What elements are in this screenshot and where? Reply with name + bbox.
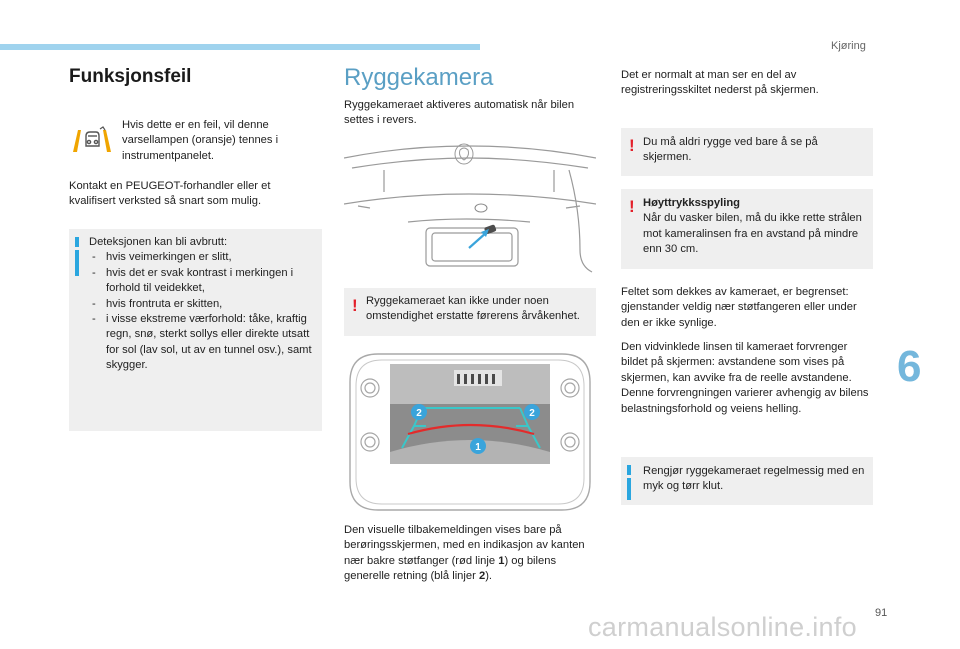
touchscreen-illustration [344,348,596,516]
header-accent-bar [0,44,480,50]
right-info-box [621,457,873,505]
caption-text: ) og bilens generelle retning (blå linjer [344,554,557,583]
watermark: carmanualsonline.info [588,612,857,642]
info-intro: Deteksjonen kan bli avbrutt: [89,236,228,248]
funksjonsfeil-contact-text: Kontakt en PEUGEOT-forhandler eller et kvalifisert verksted så snart som mulig. [69,180,271,208]
list-item: - hvis frontruta er skitten, [89,297,317,312]
caption-text: ). [485,570,493,583]
right-warning-text-1: Du må aldri rygge ved bare å se på skjermen. [643,136,818,164]
list-item: - i visse ekstreme værforhold: tåke, kraftig regn, snø, sterkt sollys eller direkte utsatt for sol (lav sol, ut av en tunnel osv.), samt skygger. [89,312,317,374]
caption-text: Den visuelle tilbakemeldingen vises bare på berøringsskjermen, med en indikasjon av kanten nær bakre støtfanger (rød linje [344,524,585,567]
right-warning-text-2: Når du vasker bilen, må du ikke rette strålen mot kameralinsen fra en avstand på mindre enn 30 cm. [643,212,862,256]
right-warning-box-2 [621,189,873,269]
car-rear-illustration [344,140,596,278]
right-para-3: Den vidvinklede linsen til kameraet forvrenger bildet på skjermen: avstandene som vises på skjermen, kan avvike fra de reelle avstandene. Denne forvrengningen varierer avhengig av bilens belastningsforhold og veiens helling. [621,341,869,415]
section-label: Kjøring [831,40,866,52]
right-warning-box-1 [621,128,873,176]
caption-ref-blue: 2 [478,570,486,583]
chapter-number: 6 [897,342,922,391]
info-list [89,250,317,373]
info-icon [627,478,631,500]
warning-icon: ! [352,296,358,315]
ryggekamera-intro: Ryggekameraet aktiveres automatisk når bilen settes i revers. [344,99,575,127]
info-icon-dot [75,237,79,247]
ryggekamera-warning-box [344,288,596,336]
funksjonsfeil-warning-text: Hvis dette er en feil, vil denne varsellampen (oransje) tennes i instrumentpanelet. [122,119,279,162]
page-number: 91 [875,607,888,619]
lane-warning-icon [70,124,114,154]
info-icon [75,250,79,276]
callout-label: 2 [529,408,535,419]
funksjonsfeil-title: Funksjonsfeil [69,66,192,87]
warning-icon: ! [629,136,635,155]
caption-ref-red: 1 [498,554,505,567]
right-para-1: Det er normalt at man ser en del av registreringsskiltet nederst på skjermen. [621,69,819,97]
ryggekamera-warning-text: Ryggekameraet kan ikke under noen omstendighet erstatte førerens årvåkenhet. [366,295,580,323]
callout-label: 1 [475,442,481,453]
right-info-text: Rengjør ryggekameraet regelmessig med en myk og tørr klut. [643,465,865,493]
ryggekamera-caption [344,523,599,585]
info-icon-dot [627,465,631,475]
list-item: - hvis det er svak kontrast i merkingen i forhold til veidekket, [89,266,317,297]
right-para-2: Feltet som dekkes av kameraet, er begrenset: gjenstander veldig nær støtfangeren eller under den er ikke synlige. [621,286,857,329]
funksjonsfeil-info-box [69,229,322,431]
list-item: - hvis veimerkingen er slitt, [89,250,317,265]
right-warning-title-2: Høyttrykksspyling [643,197,740,209]
ryggekamera-title: Ryggekamera [344,64,494,91]
callout-label: 2 [416,408,422,419]
warning-icon: ! [629,197,635,216]
